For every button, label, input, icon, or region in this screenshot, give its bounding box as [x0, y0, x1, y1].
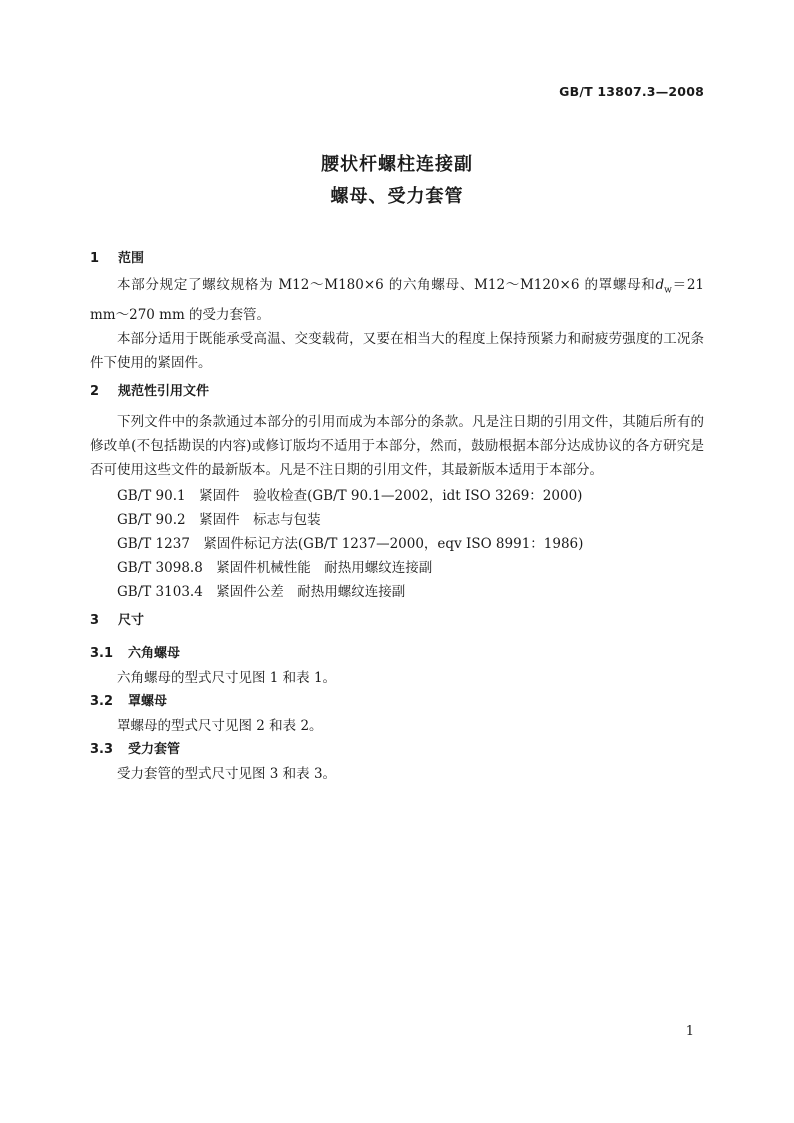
scope-paragraph-2: 本部分适用于既能承受高温、交变载荷，又要在相当大的程度上保持预紧力和耐疲劳强度的工况条件下使用的紧固件。 — [90, 330, 704, 371]
section-heading-dimensions — [90, 609, 144, 628]
section-number: 1 — [90, 251, 100, 266]
section-title: 范围 — [118, 251, 145, 266]
section-title: 尺寸 — [118, 613, 145, 628]
scope-paragraphs — [90, 273, 704, 375]
section-heading-normative — [90, 380, 209, 399]
normative-intro — [90, 410, 704, 482]
reference-item: GB/T 90.1 紧固件 验收检查(GB/T 90.1—2002，idt ISO 3269：2000) — [117, 488, 583, 504]
section-heading-scope — [90, 247, 144, 266]
subsection-heading-hex-nut: 3.1 六角螺母 — [90, 646, 181, 661]
normative-intro-text: 下列文件中的条款通过本部分的引用而成为本部分的条款。凡是注日期的引用文件，其随后所有的修改单(不包括勘误的内容)或修订版均不适用于本部分，然而，鼓励根据本部分达成协议的各方研究是否可使用这些文件的最新版本。凡是不注日期的引用文件，其最新版本适用于本部分。 — [90, 414, 704, 478]
section-number: 3 — [90, 613, 100, 628]
document-title-line1: 腰状杆螺柱连接副 — [321, 154, 473, 175]
reference-item: GB/T 3103.4 紧固件公差 耐热用螺纹连接副 — [117, 584, 406, 600]
reference-item: GB/T 90.2 紧固件 标志与包装 — [117, 512, 321, 528]
reference-item: GB/T 3098.8 紧固件机械性能 耐热用螺纹连接副 — [117, 560, 433, 576]
subscript-w: w — [664, 285, 672, 296]
subsection-text-hex-nut: 六角螺母的型式尺寸见图 1 和表 1。 — [117, 670, 337, 686]
subsection-heading-sleeve: 3.3 受力套管 — [90, 742, 181, 757]
reference-item: GB/T 1237 紧固件标记方法(GB/T 1237—2000，eqv ISO 8991：1986) — [117, 536, 584, 552]
section-title: 规范性引用文件 — [118, 384, 210, 399]
document-title-line2: 螺母、受力套管 — [330, 186, 464, 207]
variable-d: d — [655, 277, 665, 293]
scope-paragraph-1: 本部分规定了螺纹规格为 M12～M180×6 的六角螺母、M12～M120×6 的罩螺母和$d_w=21$ mm～270 mm 的受力套管。 — [90, 277, 704, 323]
section-number: 2 — [90, 384, 100, 399]
page-number: 1 — [685, 1024, 694, 1039]
subsection-text-cap-nut: 罩螺母的型式尺寸见图 2 和表 2。 — [117, 718, 323, 734]
subsection-heading-cap-nut: 3.2 罩螺母 — [90, 694, 168, 709]
subsection-text-sleeve: 受力套管的型式尺寸见图 3 和表 3。 — [117, 766, 337, 782]
standard-number: GB/T 13807.3—2008 — [559, 84, 704, 99]
